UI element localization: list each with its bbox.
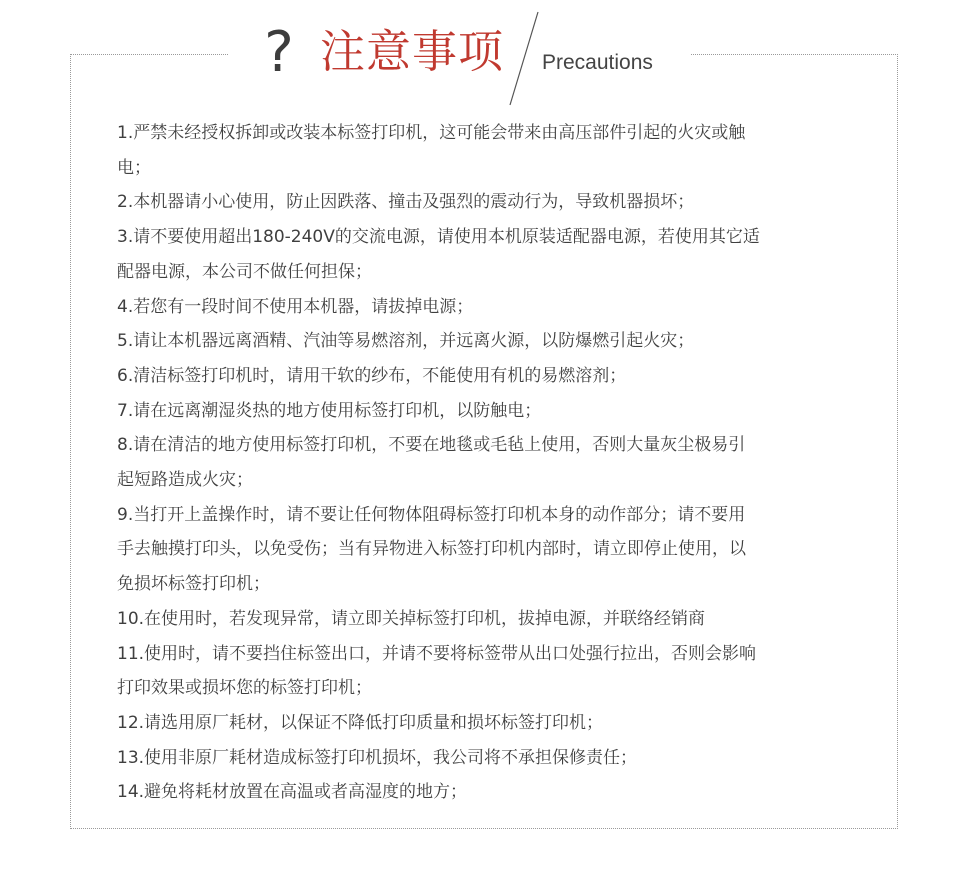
question-mark-icon: ? [264, 20, 294, 85]
list-item: 14.避免将耗材放置在高温或者高湿度的地方； [117, 782, 468, 803]
precautions-list [117, 116, 862, 810]
page-title: 注意事项 [320, 25, 505, 78]
list-item: 6.清洁标签打印机时，请用干软的纱布，不能使用有机的易燃溶剂； [117, 365, 627, 386]
list-item: 10.在使用时，若发现异常，请立即关掉标签打印机，拔掉电源，并联络经销商 [117, 608, 706, 629]
list-item: 13.使用非原厂耗材造成标签打印机损坏，我公司将不承担保修责任； [117, 747, 638, 768]
list-item: 3.请不要使用超出180-240V的交流电源，请使用本机原装适配器电源，若使用其它适 配器电源，本公司不做任何担保； [117, 227, 760, 282]
title-divider-slash [0, 0, 970, 120]
page-subtitle: Precautions [542, 51, 653, 74]
list-item: 5.请让本机器远离酒精、汽油等易燃溶剂，并远离火源，以防爆燃引起火灾； [117, 331, 695, 352]
list-item: 2.本机器请小心使用，防止因跌落、撞击及强烈的震动行为，导致机器损坏； [117, 192, 695, 213]
list-item: 1.严禁未经授权拆卸或改装本标签打印机，这可能会带来由高压部件引起的火灾或触 电； [117, 123, 746, 178]
list-item: 7.请在远离潮湿炎热的地方使用标签打印机，以防触电； [117, 400, 542, 421]
list-item: 9.当打开上盖操作时，请不要让任何物体阻碍标签打印机本身的动作部分；请不要用 手去触摸打印头，以免受伤；当有异物进入标签打印机内部时，请立即停止使用，以 免损坏标签打印机； [117, 504, 746, 595]
list-item: 11.使用时，请不要挡住标签出口，并请不要将标签带从出口处强行拉出，否则会影响 打印效果或损坏您的标签打印机； [117, 643, 757, 699]
list-item: 8.请在清洁的地方使用标签打印机，不要在地毯或毛毡上使用，否则大量灰尘极易引 起短路造成火灾； [117, 435, 746, 491]
list-item: 4.若您有一段时间不使用本机器，请拔掉电源； [117, 296, 474, 317]
list-item: 12.请选用原厂耗材，以保证不降低打印质量和损坏标签打印机； [117, 712, 604, 733]
